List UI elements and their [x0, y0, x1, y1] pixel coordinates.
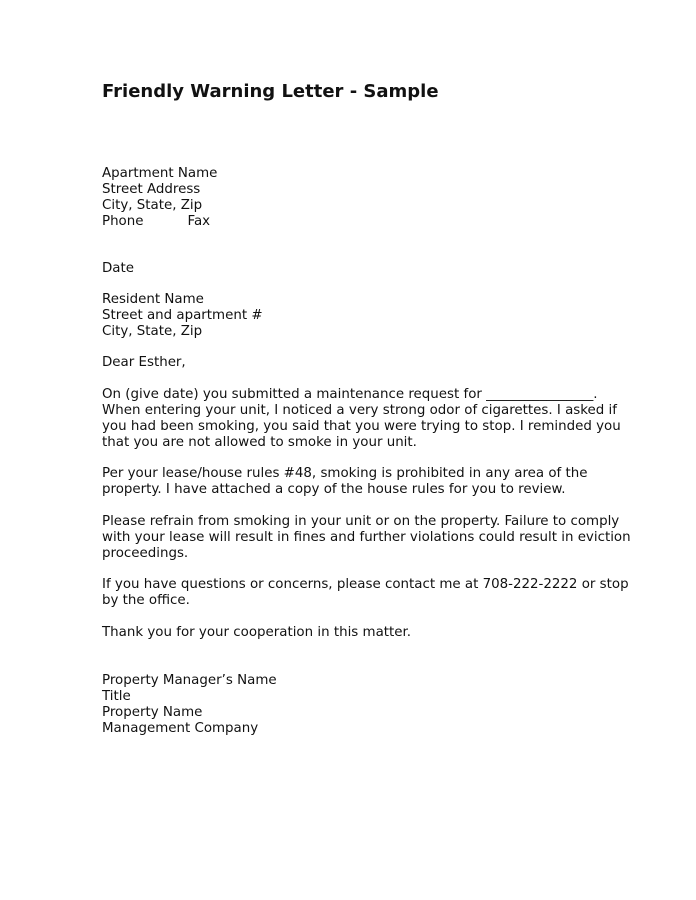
- recipient-street-apartment: Street and apartment #: [102, 307, 263, 323]
- signature-block: [102, 673, 277, 737]
- signature-manager-name: Property Manager’s Name: [102, 673, 277, 688]
- paragraph-line: If you have questions or concerns, please contact me at 708-222-2222 or stop: [102, 577, 629, 592]
- recipient-city-state-zip: City, State, Zip: [102, 323, 203, 339]
- salutation-text: Dear Esther,: [102, 355, 186, 370]
- recipient-name: Resident Name: [102, 292, 204, 307]
- paragraph-refrain-smoking: [102, 514, 631, 562]
- document-title: Friendly Warning Letter - Sample: [102, 81, 439, 102]
- paragraph-line: proceedings.: [102, 545, 189, 561]
- paragraph-line: that you are not allowed to smoke in your unit.: [102, 434, 417, 450]
- sender-contact-line: [102, 214, 217, 230]
- paragraph-thank-you: [102, 625, 602, 641]
- fax-label: Fax: [187, 213, 211, 229]
- sender-address-block: [102, 166, 217, 230]
- sender-apartment-name: Apartment Name: [102, 166, 218, 181]
- paragraph-line: Per your lease/house rules #48, smoking is prohibited in any area of the: [102, 466, 588, 481]
- date-line: [102, 261, 134, 277]
- paragraph-contact: [102, 577, 629, 609]
- paragraph-line: Thank you for your cooperation in this matter.: [102, 625, 412, 640]
- signature-title: Title: [102, 688, 131, 704]
- paragraph-line: Please refrain from smoking in your unit or on the property. Failure to comply: [102, 514, 620, 529]
- sender-street-address: Street Address: [102, 181, 201, 197]
- recipient-address-block: [102, 292, 263, 340]
- signature-company: Management Company: [102, 720, 259, 736]
- salutation: [102, 355, 186, 371]
- phone-label: Phone: [102, 213, 144, 229]
- date-label: Date: [102, 261, 135, 276]
- paragraph-line: by the office.: [102, 592, 190, 608]
- signature-property-name: Property Name: [102, 704, 203, 720]
- paragraph-line: with your lease will result in fines and further violations could result in eviction: [102, 529, 631, 545]
- paragraph-maintenance-request: [102, 387, 621, 451]
- paragraph-line: On (give date) you submitted a maintenance request for ________________.: [102, 387, 598, 402]
- paragraph-lease-rules: [102, 466, 602, 498]
- paragraph-line: When entering your unit, I noticed a very strong odor of cigarettes. I asked if: [102, 402, 617, 418]
- sender-city-state-zip: City, State, Zip: [102, 197, 203, 213]
- paragraph-line: you had been smoking, you said that you were trying to stop. I reminded you: [102, 418, 621, 434]
- paragraph-line: property. I have attached a copy of the house rules for you to review.: [102, 481, 566, 497]
